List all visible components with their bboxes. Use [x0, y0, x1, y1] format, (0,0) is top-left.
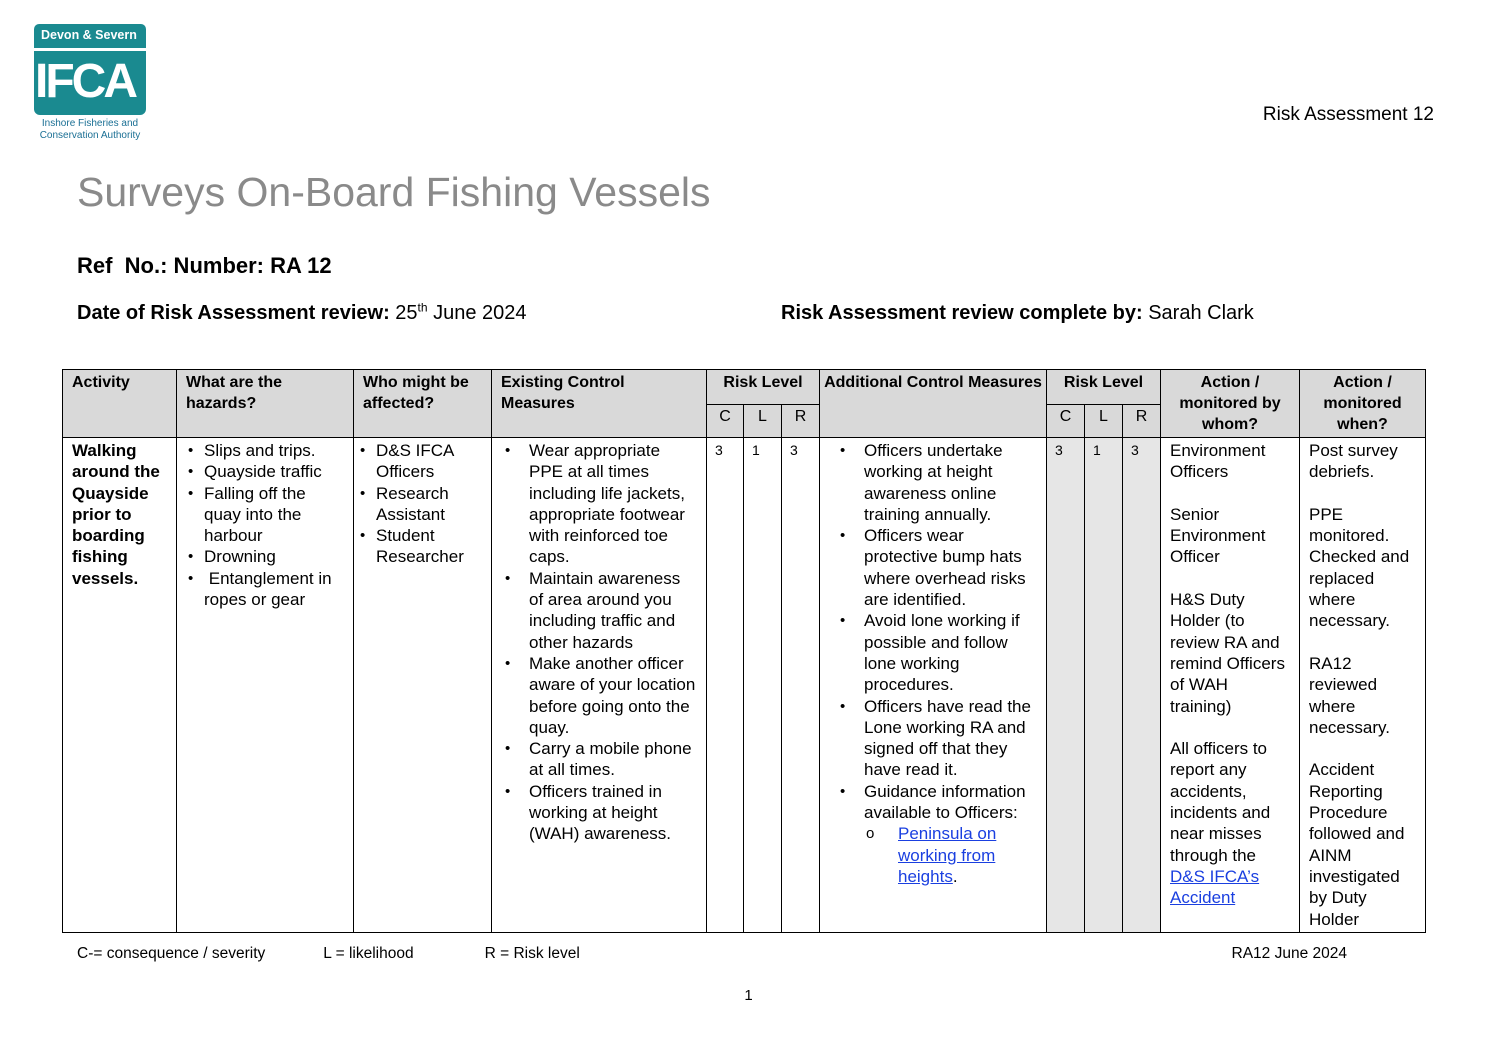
logo-top-text: Devon & Severn: [34, 24, 146, 48]
review-by-name: Sarah Clark: [1148, 302, 1254, 324]
reference-number: Ref No.: Number: RA 12: [77, 253, 332, 278]
action-when-text: PPE monitored. Checked and replaced where necessary.: [1309, 504, 1410, 631]
ifca-logo: [34, 24, 146, 142]
header-l: L: [744, 405, 782, 438]
list-item: • Falling off the quay into the harbour: [186, 483, 344, 547]
list-item: [832, 781, 1037, 887]
cell-additional-controls: [820, 438, 1047, 933]
hazards-list: [186, 440, 344, 610]
header-risk-level: Risk Level: [707, 370, 820, 405]
logo-subtitle: [34, 118, 146, 142]
review-date-label: Date of Risk Assessment review:: [77, 302, 390, 324]
risk-assessment-table: [62, 369, 1426, 933]
list-item: • Officers have read the Lone working RA and signed off that they have read it.: [832, 696, 1037, 781]
list-item: • Wear appropriate PPE at all times including life jackets, appropriate footwear with reinforced toe caps.: [497, 440, 697, 568]
legend-r: R = Risk level: [484, 945, 580, 962]
list-item: • Maintain awareness of area around you including traffic and other hazards: [497, 568, 697, 653]
logo-main-block: [34, 51, 146, 115]
cell-r1: 3: [782, 438, 820, 933]
cell-action-when: [1300, 438, 1426, 933]
affected-list: [358, 440, 482, 568]
cell-action-by: [1161, 438, 1300, 933]
legend-c: C-= consequence / severity: [77, 945, 266, 962]
list-item: • Drowning: [186, 546, 344, 567]
peninsula-wah-link[interactable]: Peninsula on working from heights: [898, 824, 997, 886]
cell-l1: 1: [744, 438, 782, 933]
cell-c2: 3: [1047, 438, 1085, 933]
list-item: • Officers wear protective bump hats where overhead risks are identified.: [832, 525, 1037, 610]
header-l-2: L: [1085, 405, 1123, 438]
table-row: [63, 438, 1426, 933]
header-affected: Who might be affected?: [354, 370, 492, 438]
review-date: [77, 302, 527, 325]
list-item: • Officers undertake working at height awareness online training annually.: [832, 440, 1037, 525]
list-item: • Student Researcher: [358, 525, 482, 568]
review-by-label: Risk Assessment review complete by:: [781, 302, 1143, 324]
existing-controls-list: [497, 440, 697, 845]
action-by-text: H&S Duty Holder (to review RA and remind Officers of WAH training): [1170, 590, 1285, 716]
list-item: [864, 823, 1037, 887]
cell-hazards: [177, 438, 354, 933]
footer-legend: [77, 945, 580, 963]
guidance-sublist: [864, 823, 1037, 887]
cell-existing-controls: [492, 438, 707, 933]
header-r-2: R: [1123, 405, 1161, 438]
guidance-text: Guidance information available to Officers:: [864, 781, 1026, 823]
list-item: • Quayside traffic: [186, 461, 344, 482]
action-by-text: Senior Environment Officer: [1170, 504, 1266, 567]
link-suffix: .: [952, 866, 958, 886]
review-date-day: 25: [395, 302, 418, 324]
review-complete-by: [781, 302, 1254, 325]
header-additional-controls: Additional Control Measures: [820, 370, 1047, 438]
review-date-suffix: th: [417, 300, 428, 315]
cell-l2: 1: [1085, 438, 1123, 933]
list-item: • D&S IFCA Officers: [358, 440, 482, 483]
list-item: • Entanglement in ropes or gear: [186, 568, 344, 611]
header-risk-level-2: Risk Level: [1047, 370, 1161, 405]
list-item: • Officers trained in working at height (WAH) awareness.: [497, 781, 697, 845]
table-header-row: [63, 370, 1426, 405]
header-action-by: Action / monitored by whom?: [1161, 370, 1300, 438]
footer-doc-ref: RA12 June 2024: [1231, 945, 1347, 962]
action-by-text: All officers to report any accidents, incidents and near misses through the: [1170, 739, 1271, 865]
list-item: • Make another officer aware of your location before going onto the quay.: [497, 653, 697, 738]
additional-controls-list: [832, 440, 1037, 887]
page-number: 1: [744, 987, 753, 1004]
logo-sub-line1: Inshore Fisheries and: [41, 118, 139, 129]
list-item: • Research Assistant: [358, 483, 482, 526]
action-when-text: RA12 reviewed where necessary.: [1309, 653, 1390, 737]
list-item: • Slips and trips.: [186, 440, 344, 461]
action-when-text: Accident Reporting Procedure followed and AINM investigated by Duty Holder: [1309, 760, 1405, 929]
action-when-text: Post survey debriefs.: [1309, 441, 1398, 482]
header-hazards: What are the hazards?: [177, 370, 354, 438]
accident-link[interactable]: D&S IFCA’s Accident: [1170, 866, 1260, 908]
cell-activity: Walking around the Quayside prior to boarding fishing vessels.: [63, 438, 177, 933]
header-c-2: C: [1047, 405, 1085, 438]
logo-main-text: IFCA: [35, 55, 135, 108]
header-c: C: [707, 405, 744, 438]
header-activity: Activity: [63, 370, 177, 438]
header-existing-controls: Existing Control Measures: [492, 370, 707, 438]
header-r: R: [782, 405, 820, 438]
risk-assessment-label: Risk Assessment 12: [1262, 104, 1434, 125]
cell-affected: [354, 438, 492, 933]
list-item: • Avoid lone working if possible and follow lone working procedures.: [832, 610, 1037, 695]
cell-c1: 3: [707, 438, 744, 933]
cell-r2: 3: [1123, 438, 1161, 933]
list-item: • Carry a mobile phone at all times.: [497, 738, 697, 781]
action-by-text: Environment Officers: [1170, 441, 1266, 482]
header-action-when: Action / monitored when?: [1300, 370, 1426, 438]
logo-sub-line2: Conservation Authority: [39, 130, 141, 141]
review-date-rest: June 2024: [427, 302, 527, 324]
page-title: Surveys On-Board Fishing Vessels: [77, 169, 711, 215]
legend-l: L = likelihood: [323, 945, 414, 962]
